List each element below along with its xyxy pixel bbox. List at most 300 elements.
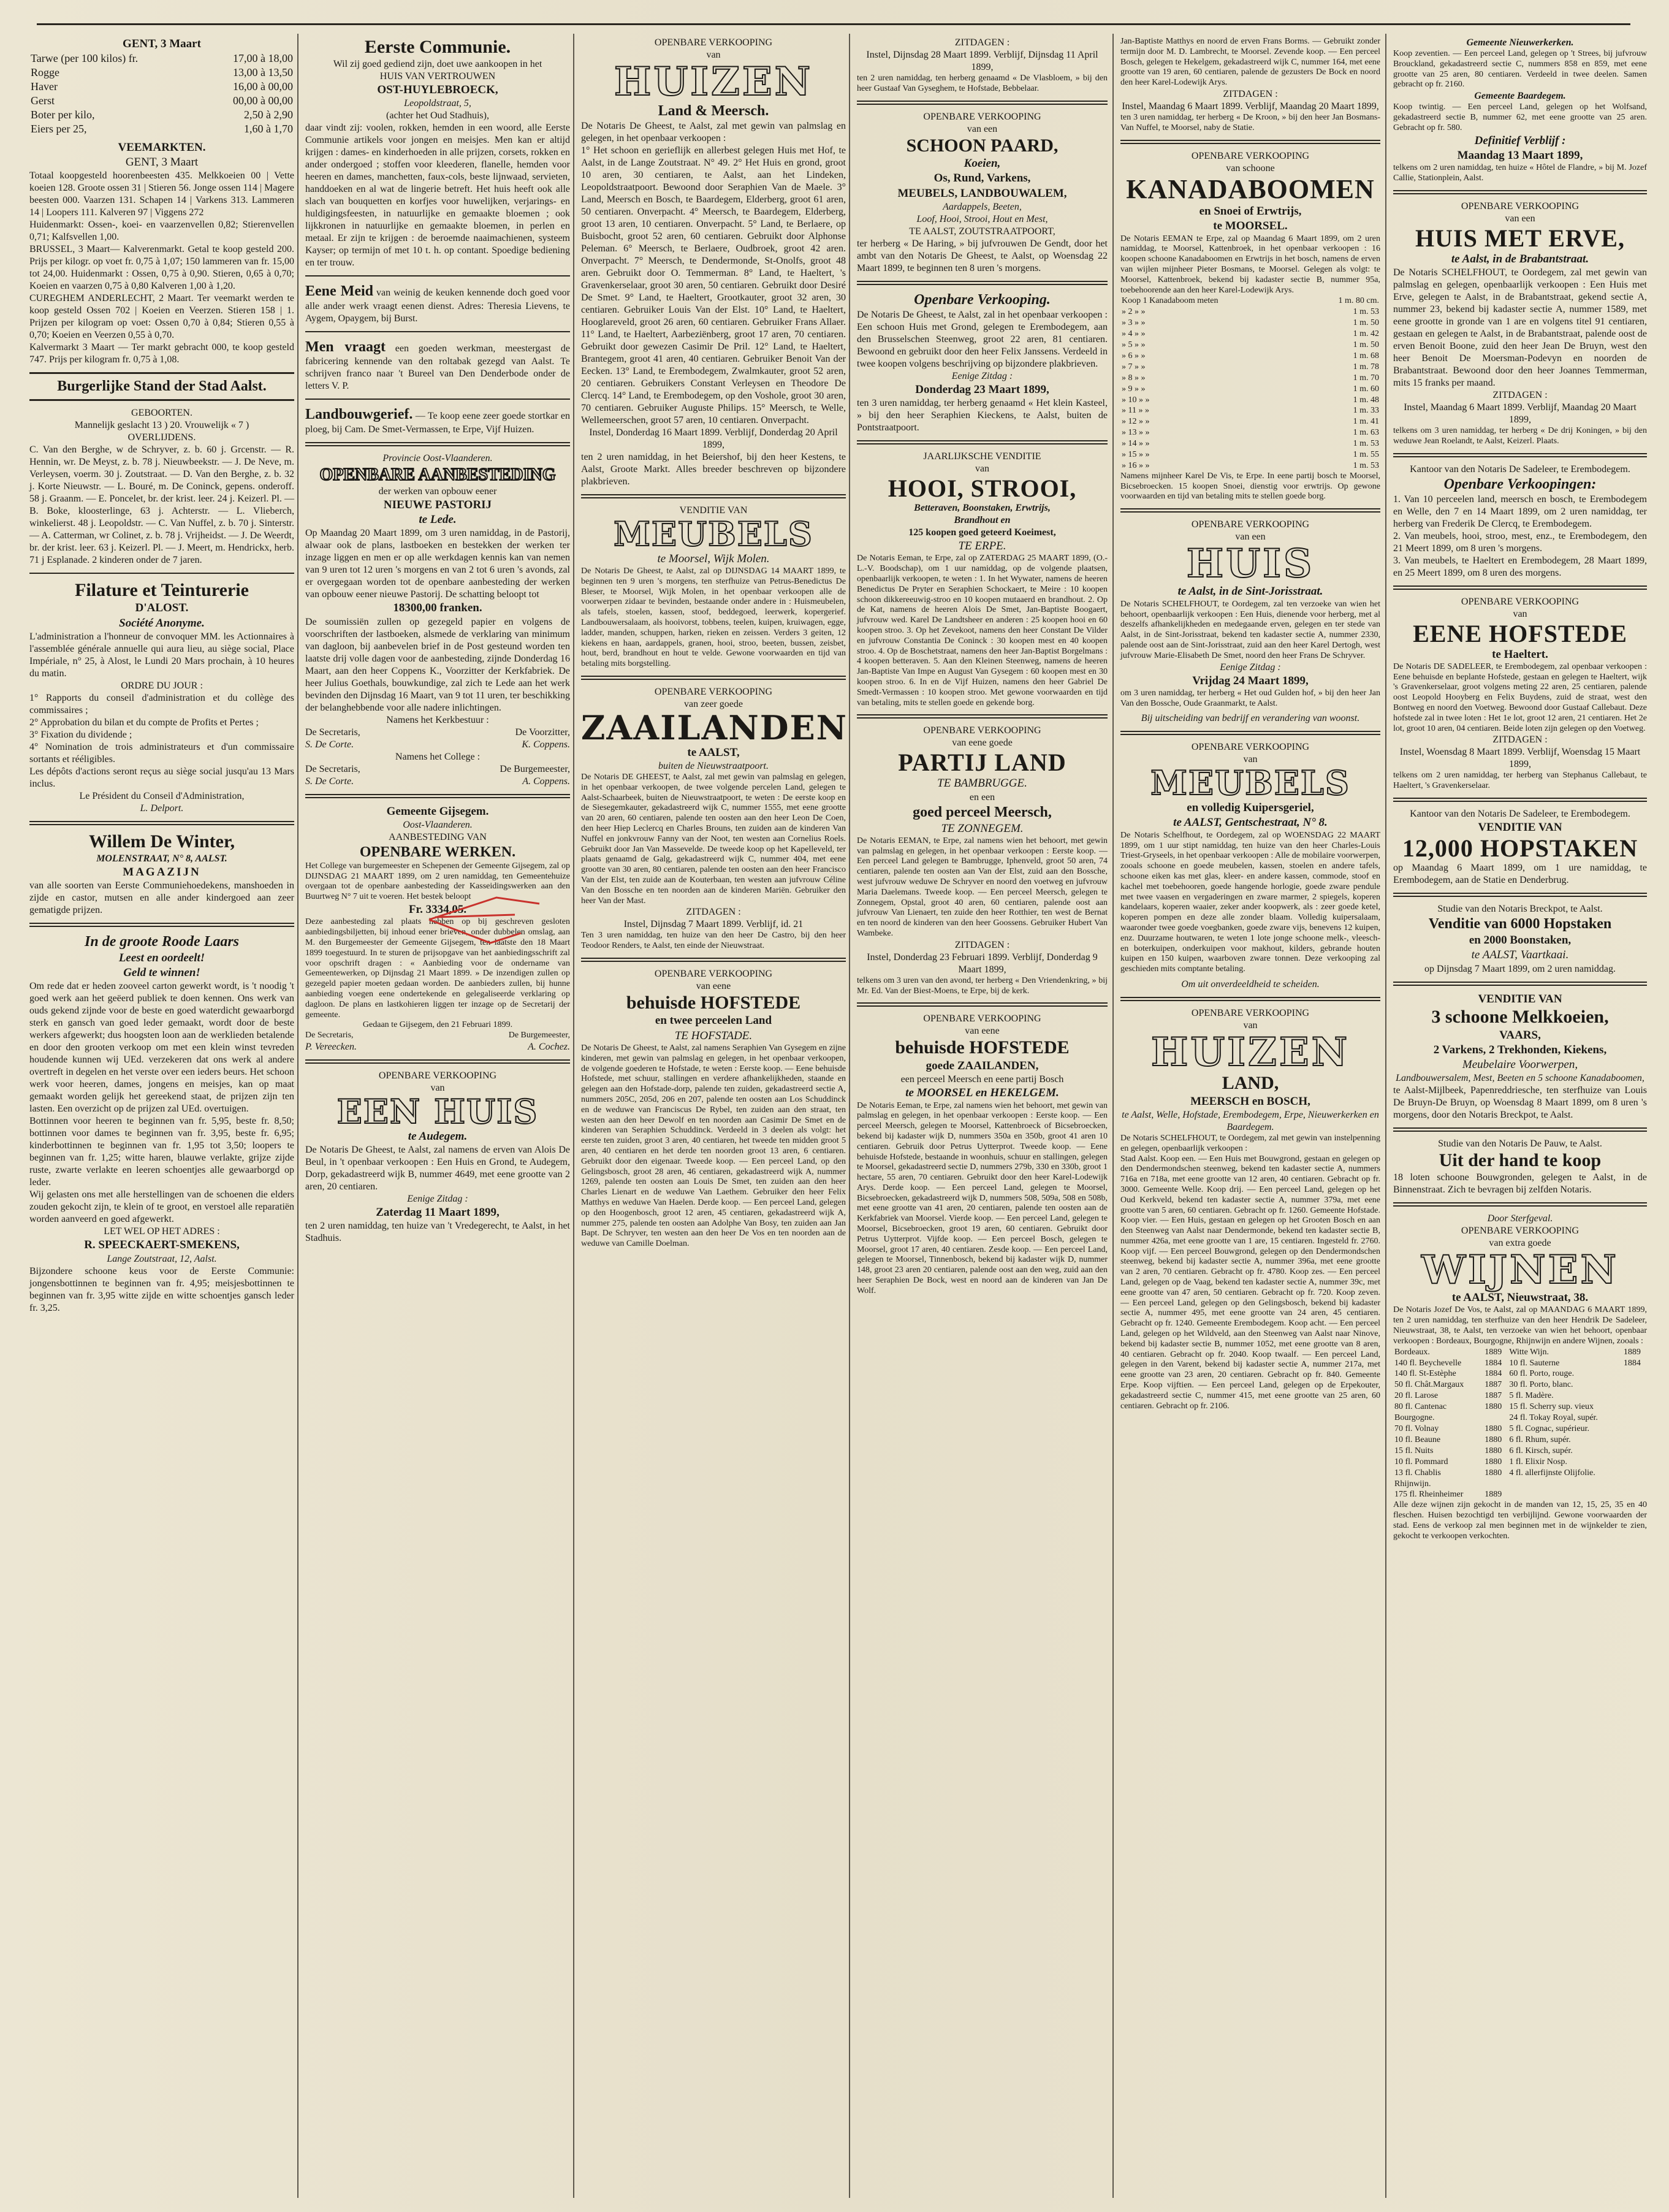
top-rule — [37, 23, 1630, 25]
openbare-verkoopingen-title: Openbare Verkoopingen: — [1443, 476, 1597, 492]
laars-text-2: Wij gelasten ons met alle herstellingen van de schoenen die elders zouden gekocht zijn, te klein of te groot, en verstoel alle reparatiën worden aanveerd en goed afgewerkt. — [29, 1189, 294, 1225]
divider — [1393, 453, 1647, 457]
huizen-title: HUIZEN — [1150, 1029, 1350, 1075]
wijnen-row-cell: 140 fl. St-Estèphe — [1394, 1369, 1456, 1379]
kanada-row-cell: » 11 » » — [1122, 406, 1149, 416]
college-mayor-label: De Burgemeester, — [500, 763, 570, 774]
wijnen-row-cell — [1483, 1413, 1508, 1424]
veemarkten-title: VEEMARKTEN. — [118, 140, 206, 154]
kuip-title: MEUBELS — [1150, 763, 1350, 803]
divider — [305, 442, 570, 446]
zaailand-subtitle: van zeer goede — [684, 698, 743, 709]
wijnen-row-cell: 1884 — [1485, 1369, 1502, 1379]
erve-van: van een — [1505, 213, 1535, 224]
kanada-row-cell: 1 m. 53 — [1353, 460, 1379, 470]
pauw-office: Studie van den Notaris De Pauw, te Aalst. — [1438, 1138, 1602, 1150]
kanada-row-cell: 1 m. 63 — [1353, 428, 1379, 438]
kanada-row-cell: 1 m. 41 — [1353, 417, 1379, 427]
wijnen-row-cell: Witte Wijn. — [1509, 1347, 1549, 1357]
laars-subtitle-1: Leest en oordeelt! — [118, 951, 205, 964]
openbare-verkooping-item: 1. Van 10 perceelen land, meersch en bosch, te Erembodegem en Welle, den 7 en 14 Maart 1899, om 2 uren namiddag, ter herberg van Frederik De Clercq, te Erembodegem. — [1393, 494, 1647, 529]
laars-subtitle-2: Geld te winnen! — [123, 966, 200, 979]
eene-hofstede-location: te Haeltert. — [1492, 647, 1548, 661]
openbare-verkooping-item: 2. Van meubels, hooi, stroo, mest, enz., te Erembodegem, den 21 Meert 1899, om 8 uren 's morgens. — [1393, 530, 1647, 554]
erve-zitdagen: ZITDAGEN : — [1492, 390, 1548, 401]
wijnen-heading: OPENBARE VERKOOPING — [1461, 1225, 1580, 1236]
market-price-row-cell: Gerst — [31, 94, 55, 107]
sint-note: Bij uitscheiding van bedrijf en verandering van woonst. — [1141, 713, 1360, 724]
magazijn-heading: MAGAZIJN — [123, 865, 201, 879]
wijnen-row — [1393, 1358, 1647, 1369]
meubels-text: De Notaris De Gheest, te Aalst, zal op DIJNSDAG 14 MAART 1899, te beginnen ten 9 uren 's morgens, ten sterfhuize van Petrus-Benedictus De Bleser, te Moorsel, Wijk Molen, in het openbaar verkoopen alle de voorwerpen zidaar te bevinden, bestaande onder andere in : Huismeubelen, als tafels, stoelen, kassen, stoof, beddegoed, leerwerk, kopergerief. Landbouwersalaam, als hooivorst, tobbens, teelen, kuipen, kruiwagen, egge, ladder, manden, schuppen, harken, rieken en zeissen. Verders 3 geiten, 12 kiekens en haan, aardappels, granen, hooi, stroo, beeten, bussen, zeisbet, hout, berd, brandhout en hout te velde. Gewone voorwaarden en tijd van betaling mits borgstelling. — [581, 566, 846, 669]
kanada-row-cell: » 10 » » — [1122, 395, 1150, 405]
top-footer: ten 3 uren namiddag, ter herberg « De Kroon, » bij den heer Jan Bosmans-Van Nuffel, te Moorsel, naby de Statie. — [1120, 112, 1380, 132]
zaailand-instel: Instel, Dijnsdag 7 Maart 1899. Verblijf, id. 21 — [623, 919, 804, 930]
wijnen-row — [1393, 1489, 1647, 1500]
melkkoeien-subtitle-2: 2 Varkens, 2 Trekhonden, Kiekens, — [1433, 1043, 1607, 1056]
kalvermarkt-text: Kalvermarkt 3 Maart — Ter markt gebracht 000, te koop gesteld 747. Prijs per kilogram fr. 0,75 à 1,08. — [29, 342, 294, 365]
kanada-row — [1120, 307, 1380, 318]
market-price-row-cell: 13,00 à 13,50 — [233, 66, 293, 79]
huizen-subtitle: LAND, — [1222, 1073, 1279, 1094]
top-zitdagen: ZITDAGEN : — [1223, 88, 1278, 99]
wijnen-row-cell: 6 fl. Rhum, supér. — [1509, 1435, 1571, 1444]
kanada-row — [1120, 438, 1380, 449]
kanada-row-cell: » 9 » » — [1122, 384, 1146, 394]
wijnen-text: De Notaris Jozef De Vos, te Aalst, zal op MAANDAG 6 MAART 1899, ten 2 uren namiddag, ten sterfhuize van den heer Hendrik De Sadeleer, Nieuwstraat, 38, te Aalst, ten verzoeke van wien het behoort, openbaar verkoopen : Bordeaux, Bourgogne, Rhijnwijn en andere Wijnen, zooals : — [1393, 1305, 1647, 1346]
wijnen-row-cell: 1887 — [1485, 1391, 1502, 1401]
wijnen-table — [1393, 1347, 1647, 1501]
divider — [29, 573, 294, 574]
paard-location: TE AALST, ZOUTSTRAATPOORT, — [909, 226, 1055, 237]
sint-heading: OPENBARE VERKOOPING — [1191, 519, 1310, 530]
market-price-row — [29, 94, 294, 108]
market-price-row-cell: 17,00 à 18,00 — [233, 52, 293, 65]
divider — [857, 714, 1108, 719]
kanada-row-cell: » 15 » » — [1122, 450, 1150, 460]
wijnen-row-cell: 15 fl. Scherry sup. vieux — [1509, 1402, 1594, 1412]
kanada-row-cell: » 7 » » — [1122, 362, 1146, 372]
wijnen-location: te AALST, Nieuwstraat, 38. — [1451, 1291, 1589, 1305]
wijnen-row-cell: 1880 — [1485, 1402, 1502, 1412]
hofstede-text: De Notaris De Gheest, te Aalst, zal namens Seraphien Van Gysegem en zijne kinderen, met gewin van palmslag en gelegen, in het openbaar verkoopen, de volgende goederen te Hofstade, te weten : Eerste koop. — Eene behuisde Hofstede, met schuur, stallingen en verdere afhankelijkheden, staande en gelegen aan den Hofstade-dorp, palende ten zuiden, gekadastreerd sectie A, nummers 205C, 205d, 206 en 207, palende ten oosten aan Los Schuddinck en de weduwe van Franciscus De Rybel, ten zuiden aan den straat, ten westen aan den heer Dewolf en ten noorden aan Casimir De Smet en de kinderen van Seraphien Schuddinck. Verdeeld in 3 deelen als volgt: het eerste ten zuiden, groot 3 aren, 40 centiaren, het tweede ten midden groot 5 aren, 40 centiaren en het derde ten noorden groot 13 aren, 6 centiaren. Gebruikt door den eigenaar. Tweede koop. — Een perceel Land, op den Gelingsbosch, groot 28 aren, 46 centiaren, gekadastreerd wijk A, nummer 1269, palende ten oosten aan Louis De Smet, ten zuiden aan den heer Charles Lienart en de weduwe Van Laethem. Gebruiker den heer Felix Matthys en weduwe Van Haelen. Derde koop. — Een perceel Land, gelegen op den Hoogenbosch, groot 12 aren, 45 centiaren, gekadastreerd wijk A, nummer 275, palende ten oosten aan Adolphe Van Bosy, ten zuiden aan Jan Bapt. De Schryver, ten westen aan den heer De Vos en ten noorden aan de weduwe van Camille Doelman. — [581, 1043, 846, 1249]
hooi-title: HOOI, STROOI, — [888, 475, 1077, 503]
geboorten-text: Mannelijk geslacht 13 ) 20. Vrouwelijk « 7 ) — [74, 419, 249, 430]
top-text: Jan-Baptiste Matthys en noord de erven Frans Borms. — Gebruikt zonder termijn door M. D. Lambrecht, te Moorsel. Zevende koop. — Een perceel Bosch, gelegen te Hekelgem, gekadastreerd wijk C, nummer 164, met eene grootte van 19 aren, 60 centiaren, palende de gezusters De Bock en noord den heer Karel-Lodewijk Arys. — [1120, 37, 1380, 88]
een-huis-zitdag: Eenige Zitdag : — [407, 1193, 468, 1204]
veemarkten-subtitle: GENT, 3 Maart — [125, 155, 199, 169]
paard-subtitle-5: Loof, Hooi, Strooi, Hout en Mest, — [916, 214, 1048, 225]
kanada-row-cell: 1 m. 53 — [1353, 439, 1379, 449]
kanada-row-cell: 1 m. 50 — [1353, 318, 1379, 328]
een-huis-heading: OPENBARE VERKOOPING — [378, 1070, 497, 1081]
behuisde-title: behuisde HOFSTEDE — [895, 1037, 1070, 1058]
partij-instel: Instel, Donderdag 23 Februari 1899. Verblijf, Donderdag 9 Maart 1899, — [867, 952, 1098, 975]
hofstede-subtitle: van eene — [696, 980, 731, 991]
sint-date: Vrijdag 24 Maart 1899, — [1192, 674, 1309, 687]
wijnen-row-cell: 10 fl. Beaune — [1394, 1435, 1441, 1444]
hopstaken-text: op Maandag 6 Maart 1899, om 1 ure namiddag, te Erembodegem, aan de Statie en Denderbrug. — [1393, 863, 1647, 886]
kanada-row-cell: » 8 » » — [1122, 373, 1146, 383]
erve-location: te Aalst, in de Brabantstraat. — [1451, 252, 1589, 265]
college-mayor: A. Coppens. — [522, 776, 570, 787]
market-price-row-cell: Haver — [31, 80, 58, 93]
behuisde-location: te MOORSEL en HEKELGEM. — [905, 1086, 1059, 1100]
wijnen-row-cell: 80 fl. Cantenac — [1394, 1402, 1447, 1412]
kuip-heading: OPENBARE VERKOOPING — [1191, 742, 1310, 753]
paard-subtitle-2: Os, Rund, Varkens, — [933, 172, 1031, 185]
college-label: Namens het College : — [395, 751, 481, 762]
college-secretary: S. De Corte. — [305, 776, 354, 787]
partij-location-2: TE ZONNEGEM. — [941, 822, 1024, 835]
gijsegem-sum: Fr. 3334,05. — [408, 903, 467, 917]
kanada-row — [1120, 318, 1380, 329]
kanada-row-cell: 1 m. 50 — [1353, 340, 1379, 349]
kuip-location: te AALST, Gentschestraat, N° 8. — [1173, 816, 1328, 830]
wijnen-row-cell — [1622, 1402, 1647, 1413]
huizen-heading: OPENBARE VERKOOPING — [1191, 1007, 1310, 1018]
wijnen-row-cell — [1622, 1424, 1647, 1435]
column-2 — [300, 37, 575, 2195]
kanada-row-cell: 1 m. 80 cm. — [1338, 296, 1379, 306]
uit-der-hand-text: 18 loten schoone Bouwgronden, gelegen te Aalst, in de Binnenstraat. Zich te bevragen bij zelfden Notaris. — [1393, 1172, 1647, 1195]
nieuwerkerken-title: Gemeente Nieuwerkerken. — [1466, 37, 1574, 48]
melkkoeien-heading: VENDITIE VAN — [1478, 992, 1562, 1005]
wijnen-footer: Alle deze wijnen zijn gekocht in de manden van 12, 15, 25, 35 en 40 fleschen. Huisen bezochtigd ten verbijlijnd. Gewone voorwaarden der stad. Eens de verkoop zal men beginnen met in de wijnkelder te zien, gekocht te verkoopen verkochten. — [1393, 1500, 1647, 1541]
paard-heading: OPENBARE VERKOOPING — [923, 111, 1041, 122]
kerkbestuur-chair-label: De Voorzitter, — [515, 727, 570, 738]
eene-hofstede-title: EENE HOFSTEDE — [1413, 619, 1627, 647]
communie-text: Wil zij goed gediend zijn, doet uwe aankoopen in het — [333, 58, 542, 69]
wijnen-row-cell: 1880 — [1485, 1457, 1502, 1466]
kanada-row — [1120, 395, 1380, 406]
wijnen-row-cell — [1622, 1390, 1647, 1402]
burgerlijke-stand-title: Burgerlijke Stand der Stad Aalst. — [29, 372, 294, 401]
divider — [29, 821, 294, 825]
kanada-row — [1120, 329, 1380, 340]
kanada-row — [1120, 460, 1380, 471]
divider — [1393, 585, 1647, 590]
geboorten-heading: GEBOORTEN. — [131, 407, 192, 418]
kuip-text: De Notaris Schelfhout, te Oordegem, zal op WOENSDAG 22 MAART 1899, om 1 uur stipt namiddag, ten huize van den heer Charles-Louis Triest-Gryseels, in het openbaar verkoopen : Alle de mobilaire voorwerpen, zooals schoone en goede meubelen, kassen, stoelen en andere tafels, schoone eiken kas met glas, kleer- en andere kassen, commode, stoof en kachel met toebehooren, goede hangende horlogie, goede zware pendule met twee vaasen en vergaderingen en zware marmer, 2 spiegels, koperen kandelaars, koperen waaier, zeker ander koopwerk, als : zeer goede ketel, koperen pompen en deze alle zonder blaam. Volledig kuipersalaam, waaronder twee goede voegbanken, goede zware vijs, benevens 12 kuipen, enz. Duurzame houtwaren, te weten 1 lote jonge schoone melk-, vleesch- en boterkuipen, onderkuipen voor makhout, kilders, gebrande houten kuipen en 150 kuipen, waarboven zware tonnen. Deze verkooping zal geschieden mits comptante betaling. — [1120, 830, 1380, 974]
laars-text: Om rede dat er heden zooveel carton gewerkt wordt, is 't noodig 't goed werk aan het geëerd publiek te doen kennen. Ons werk van ouds gekend zijnde voor de beste en goed waterdicht gewaarborgd sterk en gansch van goed leder gemaakt, wordt door de beste werkers afgewerkt; dus hoogsten loon aan de werklieden betalende en door den grooten verkoop om met een klein winst tevreden houdende kunnen wij UEd. verzekeren dat ons werk al andere overtreft in degelen en het verste over een ieders beurs. Het schoon werk voor heeren, dames, jongens en meisjes, kan op maat gemaakt worden gelijk het gereekend staat, de prijzen zijn ten lasten. Een overzicht op de prijzen zal UEd. overtuigen. — [29, 981, 294, 1115]
hofstede-title: behuisde HOFSTEDE — [626, 992, 801, 1013]
divider — [305, 794, 570, 798]
gijsegem-date: Gedaan te Gijsegem, den 21 Februari 1899. — [362, 1020, 513, 1030]
wijnen-row-cell — [1622, 1435, 1647, 1446]
men-vraagt-text: een goeden werkman, meestergast de fabricering kennende van den roltabak gezegd van Aalst. Te schrijven franco naar 't Bureel van Den Denderbode onder de letters V. P. — [305, 343, 571, 392]
market-price-row-cell: 00,00 à 00,00 — [233, 94, 293, 107]
kanada-row-cell: 1 m. 42 — [1353, 329, 1379, 339]
divider — [305, 275, 570, 276]
melkkoeien-subtitle-3: Meubelaire Voorwerpen, — [1462, 1058, 1578, 1072]
market-price-table — [29, 51, 294, 136]
eene-hofstede-instel: Instel, Woensdag 8 Maart 1899. Verblijf, Woensdag 15 Maart 1899, — [1399, 747, 1641, 770]
divider — [1393, 893, 1647, 897]
partij-heading: OPENBARE VERKOOPING — [923, 725, 1041, 736]
hopstaken-heading: VENDITIE VAN — [1478, 820, 1562, 834]
huizen-title: HUIZEN — [614, 59, 813, 105]
provincie-label: Provincie Oost-Vlaanderen. — [382, 453, 493, 464]
gijsegem-mayor-label: De Burgemeester, — [508, 1031, 570, 1040]
wijnen-row-cell: Bordeaux. — [1394, 1347, 1430, 1357]
wijnen-row-cell: 5 fl. Cognac, supérieur. — [1509, 1424, 1589, 1433]
melkkoeien-text: te Aalst-Mijlbeek, Papenreddriesche, ten sterfhuize van Louis De Bruyn-De Bruyn, op Woensdag 8 Maart 1899, om 8 uren 's morgens, door den Notaris Breckpot, te Aalst. — [1393, 1085, 1647, 1121]
president-name: L. Delport. — [140, 803, 184, 814]
kanada-row-cell: 1 m. 70 — [1353, 373, 1379, 383]
hopstaken-2-location: te AALST, Vaartkaai. — [1471, 948, 1569, 962]
filature-subtitle: D'ALOST. — [135, 601, 189, 615]
partij-subtitle: van eene goede — [952, 738, 1013, 749]
wijnen-row — [1393, 1457, 1647, 1468]
wijnen-row-cell: 1880 — [1485, 1424, 1502, 1433]
een-huis-footer: ten 2 uren namiddag, ten huize van 't Vredegerecht, te Aalst, in het Stadhuis. — [305, 1221, 570, 1244]
partij-location: TE BAMBRUGGE. — [937, 777, 1027, 790]
kuip-van: van — [1243, 754, 1258, 765]
paard-text: ter herberg « De Haring, » bij jufvrouwen De Gendt, door het ambt van den Notaris De Gheest, te Aalst, op Woensdag 22 Maart 1899, te beginnen ten 8 uren 's morgens. — [857, 238, 1108, 274]
market-title: GENT, 3 Maart — [123, 37, 201, 50]
wijnen-row-cell: 10 fl. Sauterne — [1509, 1358, 1560, 1368]
verblijf-date: Maandag 13 Maart 1899, — [1457, 148, 1583, 162]
communie-huis: HUIS VAN VERTROUWEN — [379, 71, 496, 82]
huizen-instel: Instel, Donderdag 16 Maart 1899. Verblijf, Donderdag 20 April 1899, — [589, 427, 838, 450]
een-huis-text: De Notaris De Gheest, te Aalst, zal namens de erven van Alois De Beul, in 't openbaar verkoopen : Een Huis en Grond, te Audegem, Dorp, gekadastreerd wijk B, nummer 4649, met eene grootte van 2 aren, 20 centiaren. — [305, 1144, 570, 1192]
aanbesteding-sum: 18300,00 franken. — [393, 601, 482, 615]
wijnen-row-cell — [1622, 1413, 1647, 1424]
sint-location: te Aalst, in de Sint-Jorisstraat. — [1177, 585, 1323, 598]
verkooping-date: Donderdag 23 Maart 1899, — [915, 383, 1049, 396]
ordre-du-jour-item: Les dépôts d'actions seront reçus au siège social jusqu'au 13 Mars inclus. — [29, 766, 294, 790]
wijnen-row — [1393, 1368, 1647, 1379]
huizen-text: De Notaris De Gheest, te Aalst, zal met gewin van palmslag en gelegen, in het openbaar verkoopen : — [581, 120, 846, 143]
laars-title: In de groote Roode Laars — [85, 933, 239, 950]
ordre-du-jour-item: 1° Rapports du conseil d'administration et du collège des commissaires ; — [29, 693, 294, 716]
zitdagen-heading: ZITDAGEN : — [954, 37, 1010, 48]
kanada-row-cell: 1 m. 68 — [1353, 351, 1379, 360]
kanada-row-cell: 1 m. 78 — [1353, 362, 1379, 372]
market-price-row-cell: Boter per kilo, — [31, 109, 95, 121]
men-vraagt-title: Men vraagt — [305, 338, 386, 355]
kanada-table — [1120, 296, 1380, 471]
meid-text: van weinig de keuken kennende doch goed voor alle ander werk vraagt eenen dienst. Adres: Theresia Lievens, te Aygem, Opaygem, bij Burst. — [305, 287, 571, 324]
aanbesteding-text: Op Maandag 20 Maart 1899, om 3 uren namiddag, in de Pastorij, alwaar ook de plans, lastboeken en bestekken der werken ter inzage liggen en men er op alle werkdagen kennis kan van nemen van 9 uren tot 12 uren 's morgens en van 2 tot 6 uren 's avonds, zal er overgegaan worden tot de openbare aanbesteding der werken van opbouw eener nieuwe Pastorij. De schatting beloopt tot — [305, 528, 570, 600]
openbare-verkooping-item: 3. Van meubels, te Haeltert en Erembodegem, 28 Maart 1899, en 25 Meert 1899, om 8 uren des morgens. — [1393, 555, 1647, 578]
kuip-subtitle: en volledig Kuipersgeriel, — [1187, 801, 1314, 815]
laars-address-intro: LET WEL OP HET ADRES : — [104, 1226, 220, 1237]
melkkoeien-subtitle-4: Landbouwersalem, Mest, Beeten en 5 schoone Kanadaboomen, — [1396, 1073, 1644, 1084]
wijnen-row-cell — [1508, 1489, 1622, 1500]
wijnen-row-cell: Rhijnwijn. — [1394, 1479, 1431, 1489]
communie-title: Eerste Communie. — [364, 37, 511, 57]
wijnen-row-cell — [1622, 1489, 1647, 1500]
kerkbestuur-chair: K. Coppens. — [522, 739, 570, 750]
market-price-row-cell: Tarwe (per 100 kilos) fr. — [31, 52, 139, 65]
wijnen-row-cell — [1622, 1446, 1647, 1457]
een-huis-van: van — [430, 1082, 445, 1093]
hofstede-location: TE HOFSTADE. — [674, 1029, 753, 1042]
market-price-row-cell: 1,60 à 1,70 — [244, 123, 293, 135]
eene-hofstede-heading: OPENBARE VERKOOPING — [1461, 596, 1580, 607]
erve-title: HUIS MET ERVE, — [1415, 224, 1625, 252]
paard-title: SCHOON PAARD, — [906, 135, 1059, 156]
kanada-row-cell: 1 m. 60 — [1353, 384, 1379, 394]
wijnen-row-cell: 140 fl. Beychevelle — [1394, 1358, 1462, 1368]
hooi-van: van — [975, 463, 990, 475]
market-price-row — [29, 66, 294, 80]
kanada-row — [1120, 362, 1380, 373]
kanada-row-cell: » 6 » » — [1122, 351, 1146, 360]
divider — [305, 331, 570, 332]
kanada-row-cell: 1 m. 55 — [1353, 450, 1379, 460]
zaailand-heading: OPENBARE VERKOOPING — [654, 686, 773, 697]
verblijf-footer: telkens om 2 uren namiddag, ten huize « Hôtel de Flandre, » bij M. Jozef Callie, Stationplein, Aalst. — [1393, 163, 1647, 183]
divider — [581, 958, 846, 962]
column-rule — [1112, 34, 1114, 2198]
een-huis-location: te Audegem. — [408, 1129, 468, 1143]
veemarkten-text: Totaal koopgesteld hoorenbeesten 435. Melkkoeien 00 | Vette koeien 128. Groote ossen 31 | Stieren 56. Jonge ossen 114 | Magere beesten 000. Vaarzen 131. Schapen 14 | Varkens 313. Lammeren 14 | Loopers 111. Kalveren 97 | Viggens 272 — [29, 170, 294, 218]
kanada-subtitle: van schoone — [1226, 162, 1275, 174]
overlijdens-heading: OVERLIJDENS. — [127, 432, 196, 443]
partij-title: PARTIJ LAND — [898, 749, 1066, 777]
divider — [1393, 190, 1647, 194]
gijsegem-text: Het College van burgemeester en Schepenen der Gemeente Gijsegem, zal op DIJNSDAG 21 MAART 1899, om 2 uren namiddag, ten Gemeentehuize overgaan tot de openbare aanbesteding der Kasseidingswerken aan den Buurtweg N° 7 uit te voeren. Het bestek beloopt — [305, 861, 570, 902]
kanada-row — [1120, 351, 1380, 362]
huizen-text: De Notaris SCHELFHOUT, te Oordegem, zal met gewin van instelpenning en gelegen, openbaarlijk verkoopen : — [1120, 1133, 1380, 1153]
eene-hofstede-text: De Notaris DE SADELEER, te Erembodegem, zal openbaar verkoopen : Eene behuisde en beplante Hofstede, gestaan en gelegen te Haeltert, wijk 's Gravenkerselaar, groot volgens meting 22 aren, 25 centiaren, palende oost Leopold Hooyberg en Felix Buydens, zuid de straat, west den Bontweg en noord den Voetweg. Bewoond door Gustaaf Callebaut. Deze hofstede zal in twee loten : Het 1e lot, groot 12 aren, 21 centiaren. Het 2e lot, groot 10 aren, 04 centiaren. Beide loten zijn gelegen op den Voetweg. — [1393, 662, 1647, 733]
wijnen-subtitle: van extra goede — [1489, 1237, 1551, 1248]
winter-text: van alle soorten van Eerste Communiehoedekens, manshoeden in zijde en castor, mutsen en alle ander kindergoed aan zeer gematigde prijzen. — [29, 880, 294, 915]
market-price-row — [29, 51, 294, 66]
communie-address-2: (achter het Oud Stadhuis), — [386, 110, 489, 121]
wijnen-row-cell: 10 fl. Pommard — [1394, 1457, 1448, 1466]
erve-heading: OPENBARE VERKOOPING — [1461, 200, 1580, 212]
wijnen-row-cell — [1622, 1368, 1647, 1379]
market-price-row — [29, 122, 294, 136]
erve-instel: Instel, Maandag 6 Maart 1899. Verblijf, Maandag 20 Maart 1899, — [1404, 402, 1637, 425]
meubels-location: te Moorsel, Wijk Molen. — [657, 552, 770, 565]
kanada-row-cell: 1 m. 48 — [1353, 395, 1379, 405]
landbouwgerief-title: Landbouwgerief. — [305, 406, 413, 423]
verblijf-title: Definitief Verblijf : — [1474, 134, 1566, 147]
wijnen-row-cell: 30 fl. Porto, blanc. — [1509, 1380, 1573, 1390]
sint-text: De Notaris SCHELFHOUT, te Oordegem, zal ten verzoeke van wien het behoort, openbaarlijk verkoopen : Een Huis, dienende voor herberg, met al deszelfs afhankelijkheden en medegaande erven, gelegen en ter stede van Aalst, in de Sint-Jorisstraat, bekend ten kadaster sectie A, nummer 2330, palende oost aan de Sint-Jorisstraat, zuid aan den heer Karel Dertogh, west jufvrouw Marie-Elisabeth De Smet, noord den heer Frans De Schryver. — [1120, 599, 1380, 660]
wijnen-row-cell: 60 fl. Porto, rouge. — [1509, 1369, 1575, 1379]
kerkbestuur-secretary-label: De Secretaris, — [305, 727, 360, 738]
column-rule — [1385, 34, 1386, 2198]
kanada-row-cell: » 4 » » — [1122, 329, 1146, 339]
baardegem-title: Gemeente Baardegem. — [1474, 91, 1566, 102]
een-huis-date: Zaterdag 11 Maart 1899, — [376, 1205, 500, 1219]
societe-label: Société Anonyme. — [119, 616, 205, 630]
kanada-row — [1120, 416, 1380, 427]
column-6 — [1388, 37, 1652, 2195]
column-3 — [576, 37, 851, 2195]
kanada-row — [1120, 384, 1380, 395]
verkooping-title: Openbare Verkooping. — [914, 292, 1051, 308]
sint-title: HUIS — [1186, 541, 1315, 587]
divider — [1393, 798, 1647, 802]
wijnen-row-cell: 1889 — [1623, 1347, 1641, 1357]
wijnen-row — [1393, 1347, 1647, 1358]
huizen-van: van — [706, 50, 721, 60]
sint-van: van een — [1235, 532, 1266, 543]
hofstede-heading: OPENBARE VERKOOPING — [654, 968, 773, 979]
wijnen-row-cell: 5 fl. Madère. — [1509, 1391, 1554, 1401]
pastorij-heading: NIEUWE PASTORIJ — [383, 498, 492, 511]
partij-zitdagen: ZITDAGEN : — [954, 939, 1010, 950]
wijnen-row-cell: 24 fl. Tokay Royal, supér. — [1509, 1413, 1598, 1423]
hopstaken-office: Kantoor van den Notaris De Sadeleer, te Erembodegem. — [1410, 808, 1630, 819]
huizen-subtitle: Land & Meersch. — [658, 103, 769, 120]
wijnen-row-cell: 13 fl. Chablis — [1394, 1468, 1441, 1478]
huizen-subtitle-2: MEERSCH en BOSCH, — [1190, 1094, 1310, 1108]
ordre-du-jour-item: 4° Nomination de trois administrateurs et d'un commissaire sortants et rééligibles. — [29, 742, 294, 765]
hopstaken-title: 12,000 HOPSTAKEN — [1402, 834, 1638, 863]
divider — [1393, 982, 1647, 986]
aanbesteding-subtitle: der werken van opbouw eener — [378, 486, 497, 497]
gijsegem-mayor: A. Cochez. — [528, 1041, 570, 1052]
eene-hofstede-zitdagen: ZITDAGEN : — [1492, 734, 1548, 746]
wijnen-row — [1393, 1435, 1647, 1446]
kanada-row-cell: 1 m. 33 — [1353, 406, 1379, 416]
zaailand-zitdagen: ZITDAGEN : — [686, 907, 741, 918]
wijnen-row-cell: Bourgogne. — [1394, 1413, 1435, 1423]
ordre-du-jour-heading: ORDRE DU JOUR : — [121, 681, 203, 692]
sadeleer-office: Kantoor van den Notaris De Sadeleer, te Erembodegem. — [1410, 463, 1630, 475]
market-price-row-cell: 2,50 à 2,90 — [244, 109, 293, 121]
wijnen-row-cell: 70 fl. Volnay — [1394, 1424, 1439, 1433]
verkooping-text: De Notaris De Gheest, te Aalst, zal in het openbaar verkoopen : Een schoon Huis met Grond, gelegen te Erembodegem, aan den Brusselschen Steenweg, groot 22 aren, 81 centiaren. Bewoond en gebruikt door den heer Felix Janssens. Verdeeld in twee koopen volgens beschrijving op bijzondere plakbrieven. — [857, 309, 1108, 369]
wijnen-row — [1393, 1402, 1647, 1413]
wijnen-row-cell: 4 fl. allerfijnste Olijfolie. — [1509, 1468, 1595, 1478]
laars-address: Lange Zoutstraat, 12, Aalst. — [107, 1253, 217, 1264]
meid-title: Eene Meid — [305, 283, 374, 299]
kerkbestuur-label: Namens het Kerkbestuur : — [386, 714, 489, 725]
melkkoeien-title: 3 schoone Melkkoeien, — [1431, 1007, 1609, 1028]
paard-subtitle: Koeien, — [964, 157, 1001, 170]
filature-title: Filature et Teinturerie — [75, 579, 249, 600]
divider — [1120, 731, 1380, 735]
wijnen-row-cell: 20 fl. Larose — [1394, 1391, 1439, 1401]
huizen-heading: OPENBARE VERKOOPING — [654, 37, 773, 48]
wijnen-row-cell — [1508, 1479, 1622, 1490]
verkooping-footer: ten 3 uren namiddag, ter herberg genaamd « Het klein Kasteel, » bij den heer Seraphien Kieckens, te Aalst, buiten de Pontstraatpoort. — [857, 398, 1108, 433]
wijnen-row-cell — [1622, 1379, 1647, 1390]
kanada-row-cell: » 12 » » — [1122, 417, 1150, 427]
behuisde-subtitle-2: goede ZAAILANDEN, — [926, 1059, 1039, 1072]
huizen-location: te Aalst, Welle, Hofstade, Erembodegem, Erpe, Nieuwerkerken en Baardegem. — [1122, 1109, 1379, 1132]
communie-body: daar vindt zij: voolen, rokken, hemden in een woord, alle Eerste Communie artikels voor jongen en meisjes. Men kan er altijd krijgen : dames- en kinderhoeden in alle prijzen, corsets, rokken en ander ondergoed ; stoffen voor kleederen, flanelle, hemden voor heeren en dames, manchetten, faux-cols, beste lijnwaad, servieten, handdoeken en al wat de lingerie betreft. Het huis heeft ook alle slach van bouquetten en korfjes voor huwelijken, verjarings- en huldigingsfeesten, in natuurlijke en gemaakte bloemen ; ook lijkkronen in natuurlijke en gemaakte bloemen, in perlen en metaal. Er zijn te krijgen : de beroemde naaimachienen, systeem Kayser; op termijn of met 10 t. h. op contant. Spoedige bediening en ter trouw. — [305, 122, 570, 268]
melkkoeien-subtitle: VAARS, — [1499, 1028, 1541, 1042]
ordre-du-jour-item: 3° Fixation du dividende ; — [29, 730, 132, 741]
huizen-van: van — [1243, 1020, 1258, 1031]
kanada-row-cell: » 3 » » — [1122, 318, 1146, 328]
huidenmarkt-text: Huidenmarkt: Ossen-, koei- en vaarzenvellen 0,82; Stierenvellen 0,71; Kalfsvellen 1,00. — [29, 219, 294, 243]
gijsegem-secretary: P. Vereecken. — [305, 1041, 357, 1052]
kanada-row-cell: » 16 » » — [1122, 460, 1150, 470]
hopstaken-2-title: Venditie van 6000 Hopstaken — [1428, 916, 1612, 932]
huizen-note: Om uit onverdeeldheid te scheiden. — [1181, 978, 1320, 990]
kanada-row-cell: » 5 » » — [1122, 340, 1146, 349]
wijnen-row — [1393, 1424, 1647, 1435]
partij-subtitle-3: goed perceel Meersch, — [913, 804, 1052, 820]
wijnen-row-cell: 175 fl. Rheinheimer — [1394, 1490, 1464, 1500]
hooi-heading: JAARLIJKSCHE VENDITIE — [923, 451, 1041, 462]
kanada-row-cell: 1 m. 53 — [1353, 307, 1379, 317]
cureghem-text: CUREGHEM ANDERLECHT, 2 Maart. Ter veemarkt werden te koop gesteld Ossen 702 | Koeien en Veerzen. Stieren 158 | 1. Prijzen per kilogram op voet: Ossen 0,70 à 0,84; Stieren 0,55 à 0,70; Koeien en Veerzen 0,55 à 0,70. — [29, 293, 294, 341]
winter-address: MOLENSTRAAT, N° 8, AALST. — [96, 853, 227, 864]
sint-footer: om 3 uren namiddag, ter herberg « Het oud Gulden hof, » bij den heer Jan Van den Bossche, Oude Graanmarkt, te Aalst. — [1120, 688, 1380, 708]
